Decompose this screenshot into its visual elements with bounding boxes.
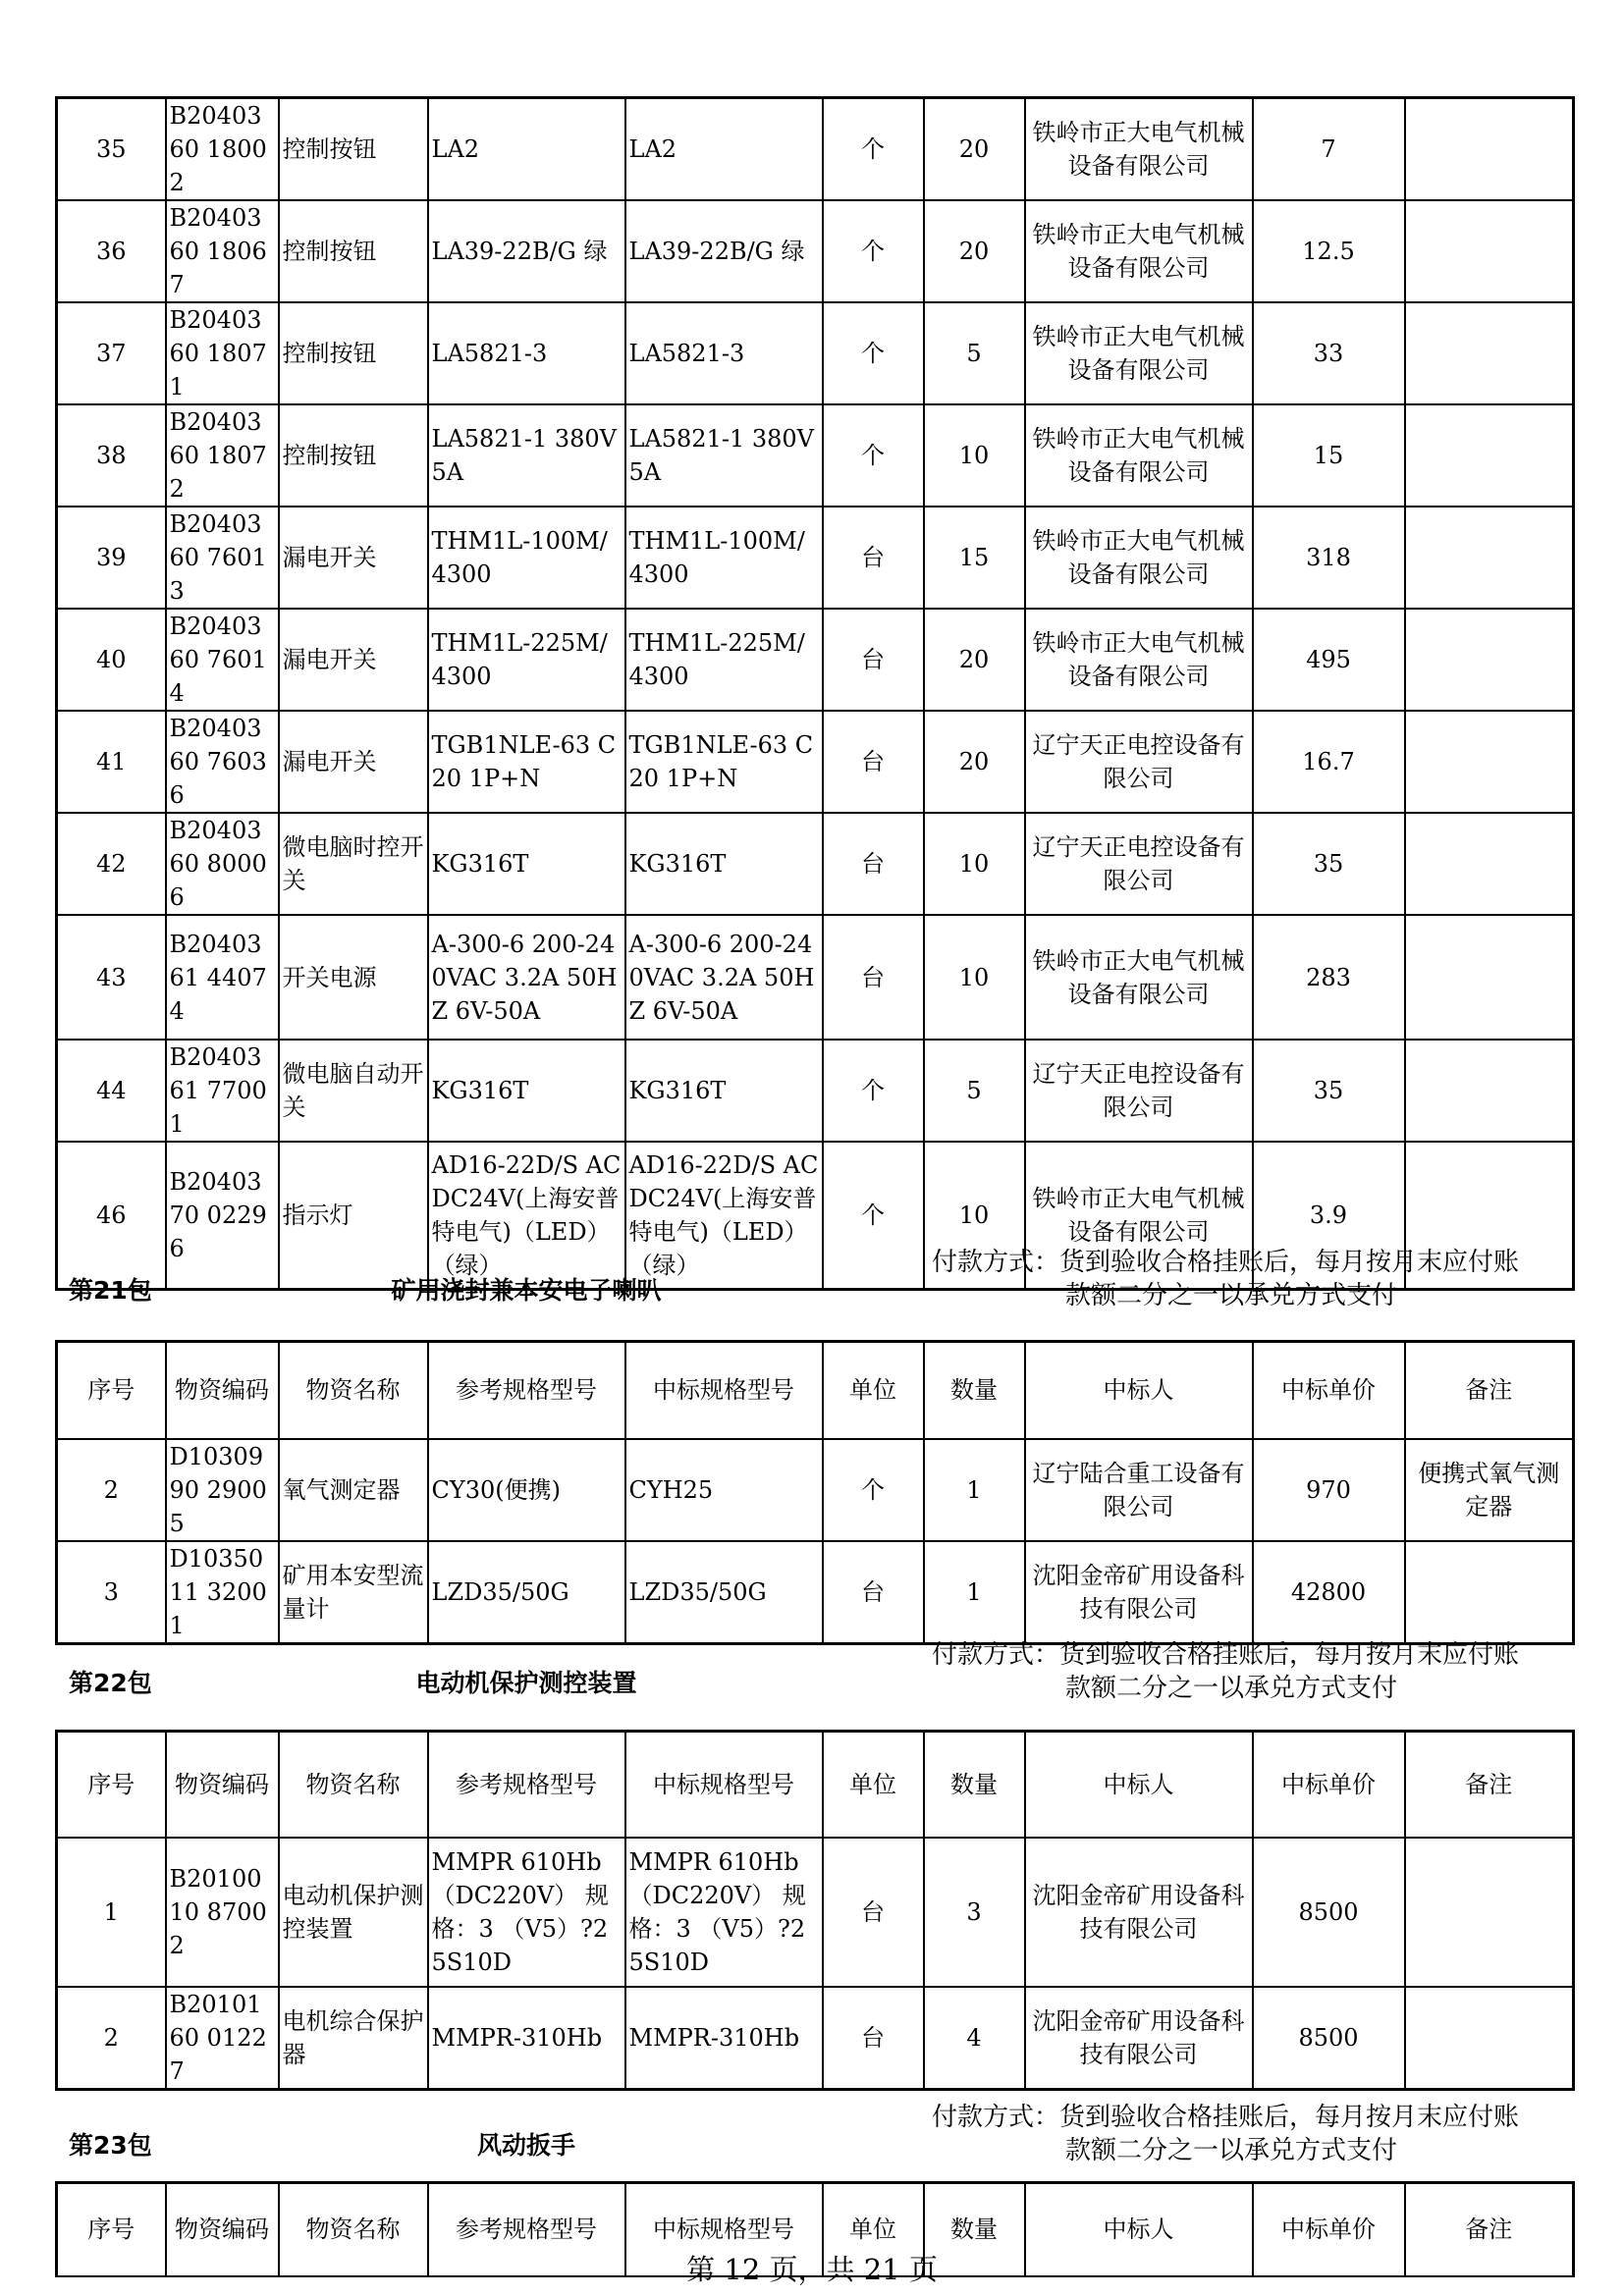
cell-remark	[1405, 1987, 1574, 2090]
cell-code: B2040360 18071	[166, 302, 279, 404]
package-title: 风动扳手	[476, 2131, 575, 2160]
cell-price: 3.9	[1253, 1142, 1405, 1289]
cell-code: B2040361 44074	[166, 915, 279, 1040]
cell-price: 970	[1253, 1439, 1405, 1541]
cell-bid-spec: KG316T	[625, 1040, 823, 1142]
cell-winner: 沈阳金帝矿用设备科技有限公司	[1025, 1838, 1253, 1987]
cell-ref-spec: KG316T	[428, 813, 625, 915]
cell-winner: 辽宁天正电控设备有限公司	[1025, 1040, 1253, 1142]
header-unit: 单位	[823, 1732, 924, 1838]
cell-unit: 个	[823, 1439, 924, 1541]
cell-remark	[1405, 200, 1574, 302]
payment-terms: 付款方式：货到验收合格挂账后，每月按月末应付账 款额二分之一以承兑方式支付	[932, 1640, 1520, 1703]
cell-remark	[1405, 1541, 1574, 1644]
cell-unit: 个	[823, 200, 924, 302]
cell-unit: 个	[823, 98, 924, 201]
cell-no: 46	[57, 1142, 166, 1289]
header-price: 中标单价	[1253, 2183, 1405, 2276]
table-row	[57, 98, 1574, 201]
header-code: 物资编码	[166, 2183, 279, 2276]
cell-unit: 台	[823, 1541, 924, 1644]
package-number: 第22包	[69, 1669, 152, 1697]
cell-name: 漏电开关	[279, 507, 428, 609]
cell-ref-spec: THM1L-225M/4300	[428, 609, 625, 711]
cell-price: 16.7	[1253, 711, 1405, 813]
cell-qty: 1	[924, 1439, 1025, 1541]
cell-name: 控制按钮	[279, 404, 428, 507]
cell-name: 指示灯	[279, 1142, 428, 1289]
cell-remark	[1405, 813, 1574, 915]
header-price: 中标单价	[1253, 1732, 1405, 1838]
cell-no: 3	[57, 1541, 166, 1644]
table-row	[57, 1439, 1574, 1541]
cell-ref-spec: MMPR 610Hb （DC220V） 规格：3 （V5）?25S10D	[428, 1838, 625, 1987]
cell-ref-spec: LA5821-3	[428, 302, 625, 404]
cell-ref-spec: AD16-22D/S AC DC24V(上海安普特电气)（LED）（绿）	[428, 1142, 625, 1289]
cell-unit: 台	[823, 1987, 924, 2090]
cell-bid-spec: TGB1NLE-63 C20 1P+N	[625, 711, 823, 813]
cell-no: 42	[57, 813, 166, 915]
cell-remark	[1405, 404, 1574, 507]
header-code: 物资编码	[166, 1732, 279, 1838]
cell-no: 41	[57, 711, 166, 813]
package-22-heading	[55, 1632, 1572, 1719]
package-title: 矿用浇封兼本安电子喇叭	[391, 1276, 662, 1305]
cell-code: D1030990 29005	[166, 1439, 279, 1541]
cell-qty: 10	[924, 1142, 1025, 1289]
items-table-continued	[55, 96, 1575, 1291]
cell-price: 35	[1253, 813, 1405, 915]
cell-code: B2040360 80006	[166, 813, 279, 915]
cell-code: B2010160 01227	[166, 1987, 279, 2090]
cell-code: B2010010 87002	[166, 1838, 279, 1987]
cell-ref-spec: LA39-22B/G 绿	[428, 200, 625, 302]
cell-price: 42800	[1253, 1541, 1405, 1644]
header-bid-spec: 中标规格型号	[625, 1732, 823, 1838]
cell-code: B2040360 18067	[166, 200, 279, 302]
cell-ref-spec: LA2	[428, 98, 625, 201]
cell-unit: 台	[823, 813, 924, 915]
cell-no: 1	[57, 1838, 166, 1987]
cell-name: 控制按钮	[279, 200, 428, 302]
header-qty: 数量	[924, 1732, 1025, 1838]
cell-bid-spec: THM1L-100M/4300	[625, 507, 823, 609]
cell-unit: 台	[823, 711, 924, 813]
table-header-row	[57, 1732, 1574, 1838]
cell-remark	[1405, 507, 1574, 609]
payment-terms: 付款方式：货到验收合格挂账后，每月按月末应付账 款额二分之一以承兑方式支付	[932, 2103, 1520, 2165]
cell-code: B2040360 18072	[166, 404, 279, 507]
cell-no: 44	[57, 1040, 166, 1142]
cell-unit: 台	[823, 915, 924, 1040]
package-number: 第23包	[69, 2131, 152, 2160]
header-remark: 备注	[1405, 2183, 1574, 2276]
cell-winner: 辽宁陆合重工设备有限公司	[1025, 1439, 1253, 1541]
table-row	[57, 1040, 1574, 1142]
header-name: 物资名称	[279, 2183, 428, 2276]
cell-remark	[1405, 302, 1574, 404]
cell-price: 33	[1253, 302, 1405, 404]
table-row	[57, 915, 1574, 1040]
package-number: 第21包	[69, 1276, 152, 1305]
table-row	[57, 507, 1574, 609]
cell-bid-spec: KG316T	[625, 813, 823, 915]
header-winner: 中标人	[1025, 1342, 1253, 1439]
cell-remark	[1405, 98, 1574, 201]
cell-price: 283	[1253, 915, 1405, 1040]
cell-code: B2040370 02296	[166, 1142, 279, 1289]
cell-no: 2	[57, 1439, 166, 1541]
header-no: 序号	[57, 2183, 166, 2276]
cell-qty: 20	[924, 609, 1025, 711]
cell-remark	[1405, 711, 1574, 813]
table-row	[57, 1987, 1574, 2090]
cell-code: B2040361 77001	[166, 1040, 279, 1142]
cell-no: 37	[57, 302, 166, 404]
cell-qty: 10	[924, 404, 1025, 507]
cell-bid-spec: THM1L-225M/4300	[625, 609, 823, 711]
cell-qty: 5	[924, 302, 1025, 404]
cell-unit: 台	[823, 1838, 924, 1987]
package-title: 电动机保护测控装置	[415, 1669, 637, 1697]
cell-price: 7	[1253, 98, 1405, 201]
cell-qty: 1	[924, 1541, 1025, 1644]
header-unit: 单位	[823, 2183, 924, 2276]
page-footer	[0, 2248, 1624, 2288]
header-no: 序号	[57, 1732, 166, 1838]
cell-qty: 20	[924, 200, 1025, 302]
table-row	[57, 302, 1574, 404]
cell-code: B2040360 76013	[166, 507, 279, 609]
cell-code: B2040360 76014	[166, 609, 279, 711]
cell-winner: 铁岭市正大电气机械设备有限公司	[1025, 507, 1253, 609]
cell-qty: 4	[924, 1987, 1025, 2090]
cell-unit: 个	[823, 404, 924, 507]
header-qty: 数量	[924, 2183, 1025, 2276]
cell-code: B2040360 18002	[166, 98, 279, 201]
page-number: 第 12 页，共 21 页	[686, 2253, 938, 2286]
cell-winner: 铁岭市正大电气机械设备有限公司	[1025, 609, 1253, 711]
cell-name: 控制按钮	[279, 98, 428, 201]
header-name: 物资名称	[279, 1732, 428, 1838]
cell-ref-spec: LA5821-1 380V 5A	[428, 404, 625, 507]
header-bid-spec: 中标规格型号	[625, 2183, 823, 2276]
cell-bid-spec: LZD35/50G	[625, 1541, 823, 1644]
cell-no: 43	[57, 915, 166, 1040]
cell-winner: 铁岭市正大电气机械设备有限公司	[1025, 1142, 1253, 1289]
table-header-row	[57, 1342, 1574, 1439]
cell-no: 40	[57, 609, 166, 711]
cell-name: 矿用本安型流量计	[279, 1541, 428, 1644]
cell-no: 35	[57, 98, 166, 201]
cell-price: 8500	[1253, 1987, 1405, 2090]
table-row	[57, 200, 1574, 302]
package-21-heading	[55, 1240, 1572, 1326]
table-row	[57, 813, 1574, 915]
cell-remark	[1405, 1838, 1574, 1987]
cell-bid-spec: LA5821-1 380V 5A	[625, 404, 823, 507]
cell-qty: 15	[924, 507, 1025, 609]
table-row	[57, 711, 1574, 813]
cell-winner: 沈阳金帝矿用设备科技有限公司	[1025, 1987, 1253, 2090]
cell-ref-spec: TGB1NLE-63 C20 1P+N	[428, 711, 625, 813]
header-winner: 中标人	[1025, 2183, 1253, 2276]
cell-remark	[1405, 915, 1574, 1040]
cell-no: 39	[57, 507, 166, 609]
payment-terms: 付款方式：货到验收合格挂账后，每月按月末应付账 款额二分之一以承兑方式支付	[932, 1248, 1520, 1310]
cell-no: 38	[57, 404, 166, 507]
header-ref-spec: 参考规格型号	[428, 1342, 625, 1439]
table-row	[57, 1541, 1574, 1644]
cell-winner: 铁岭市正大电气机械设备有限公司	[1025, 404, 1253, 507]
cell-name: 开关电源	[279, 915, 428, 1040]
cell-name: 微电脑时控开关	[279, 813, 428, 915]
cell-qty: 20	[924, 98, 1025, 201]
cell-ref-spec: KG316T	[428, 1040, 625, 1142]
cell-winner: 铁岭市正大电气机械设备有限公司	[1025, 98, 1253, 201]
package-21-table	[55, 1340, 1575, 1645]
cell-qty: 20	[924, 711, 1025, 813]
cell-winner: 辽宁天正电控设备有限公司	[1025, 711, 1253, 813]
cell-qty: 5	[924, 1040, 1025, 1142]
cell-code: B2040360 76036	[166, 711, 279, 813]
cell-unit: 个	[823, 1040, 924, 1142]
cell-code: D1035011 32001	[166, 1541, 279, 1644]
header-no: 序号	[57, 1342, 166, 1439]
cell-winner: 铁岭市正大电气机械设备有限公司	[1025, 915, 1253, 1040]
header-ref-spec: 参考规格型号	[428, 2183, 625, 2276]
cell-price: 15	[1253, 404, 1405, 507]
cell-name: 微电脑自动开关	[279, 1040, 428, 1142]
cell-remark: 便携式氧气测定器	[1405, 1439, 1574, 1541]
cell-ref-spec: CY30(便携)	[428, 1439, 625, 1541]
cell-unit: 台	[823, 609, 924, 711]
cell-winner: 铁岭市正大电气机械设备有限公司	[1025, 302, 1253, 404]
table-row	[57, 1838, 1574, 1987]
cell-price: 12.5	[1253, 200, 1405, 302]
header-name: 物资名称	[279, 1342, 428, 1439]
cell-unit: 个	[823, 1142, 924, 1289]
cell-name: 漏电开关	[279, 711, 428, 813]
package-23-heading	[55, 2095, 1572, 2181]
cell-price: 318	[1253, 507, 1405, 609]
header-price: 中标单价	[1253, 1342, 1405, 1439]
cell-unit: 台	[823, 507, 924, 609]
header-winner: 中标人	[1025, 1732, 1253, 1838]
header-unit: 单位	[823, 1342, 924, 1439]
cell-price: 8500	[1253, 1838, 1405, 1987]
header-qty: 数量	[924, 1342, 1025, 1439]
cell-name: 电机综合保护器	[279, 1987, 428, 2090]
cell-name: 控制按钮	[279, 302, 428, 404]
cell-ref-spec: MMPR-310Hb	[428, 1987, 625, 2090]
header-remark: 备注	[1405, 1732, 1574, 1838]
cell-qty: 3	[924, 1838, 1025, 1987]
cell-ref-spec: THM1L-100M/4300	[428, 507, 625, 609]
header-bid-spec: 中标规格型号	[625, 1342, 823, 1439]
cell-ref-spec: A-300-6 200-240VAC 3.2A 50HZ 6V-50A	[428, 915, 625, 1040]
cell-winner: 铁岭市正大电气机械设备有限公司	[1025, 200, 1253, 302]
table-row	[57, 404, 1574, 507]
cell-name: 漏电开关	[279, 609, 428, 711]
cell-unit: 个	[823, 302, 924, 404]
cell-no: 2	[57, 1987, 166, 2090]
table-row	[57, 609, 1574, 711]
package-22-table	[55, 1730, 1575, 2091]
cell-bid-spec: LA2	[625, 98, 823, 201]
cell-name: 电动机保护测控装置	[279, 1838, 428, 1987]
cell-bid-spec: MMPR-310Hb	[625, 1987, 823, 2090]
header-ref-spec: 参考规格型号	[428, 1732, 625, 1838]
cell-winner: 辽宁天正电控设备有限公司	[1025, 813, 1253, 915]
header-code: 物资编码	[166, 1342, 279, 1439]
cell-price: 495	[1253, 609, 1405, 711]
cell-price: 35	[1253, 1040, 1405, 1142]
header-remark: 备注	[1405, 1342, 1574, 1439]
cell-bid-spec: LA5821-3	[625, 302, 823, 404]
cell-ref-spec: LZD35/50G	[428, 1541, 625, 1644]
cell-qty: 10	[924, 915, 1025, 1040]
cell-bid-spec: LA39-22B/G 绿	[625, 200, 823, 302]
cell-winner: 沈阳金帝矿用设备科技有限公司	[1025, 1541, 1253, 1644]
cell-remark	[1405, 1040, 1574, 1142]
cell-remark	[1405, 609, 1574, 711]
cell-qty: 10	[924, 813, 1025, 915]
cell-bid-spec: A-300-6 200-240VAC 3.2A 50HZ 6V-50A	[625, 915, 823, 1040]
cell-bid-spec: MMPR 610Hb （DC220V） 规格：3 （V5）?25S10D	[625, 1838, 823, 1987]
cell-name: 氧气测定器	[279, 1439, 428, 1541]
cell-no: 36	[57, 200, 166, 302]
cell-bid-spec: CYH25	[625, 1439, 823, 1541]
cell-bid-spec: AD16-22D/S AC DC24V(上海安普特电气)（LED）（绿）	[625, 1142, 823, 1289]
